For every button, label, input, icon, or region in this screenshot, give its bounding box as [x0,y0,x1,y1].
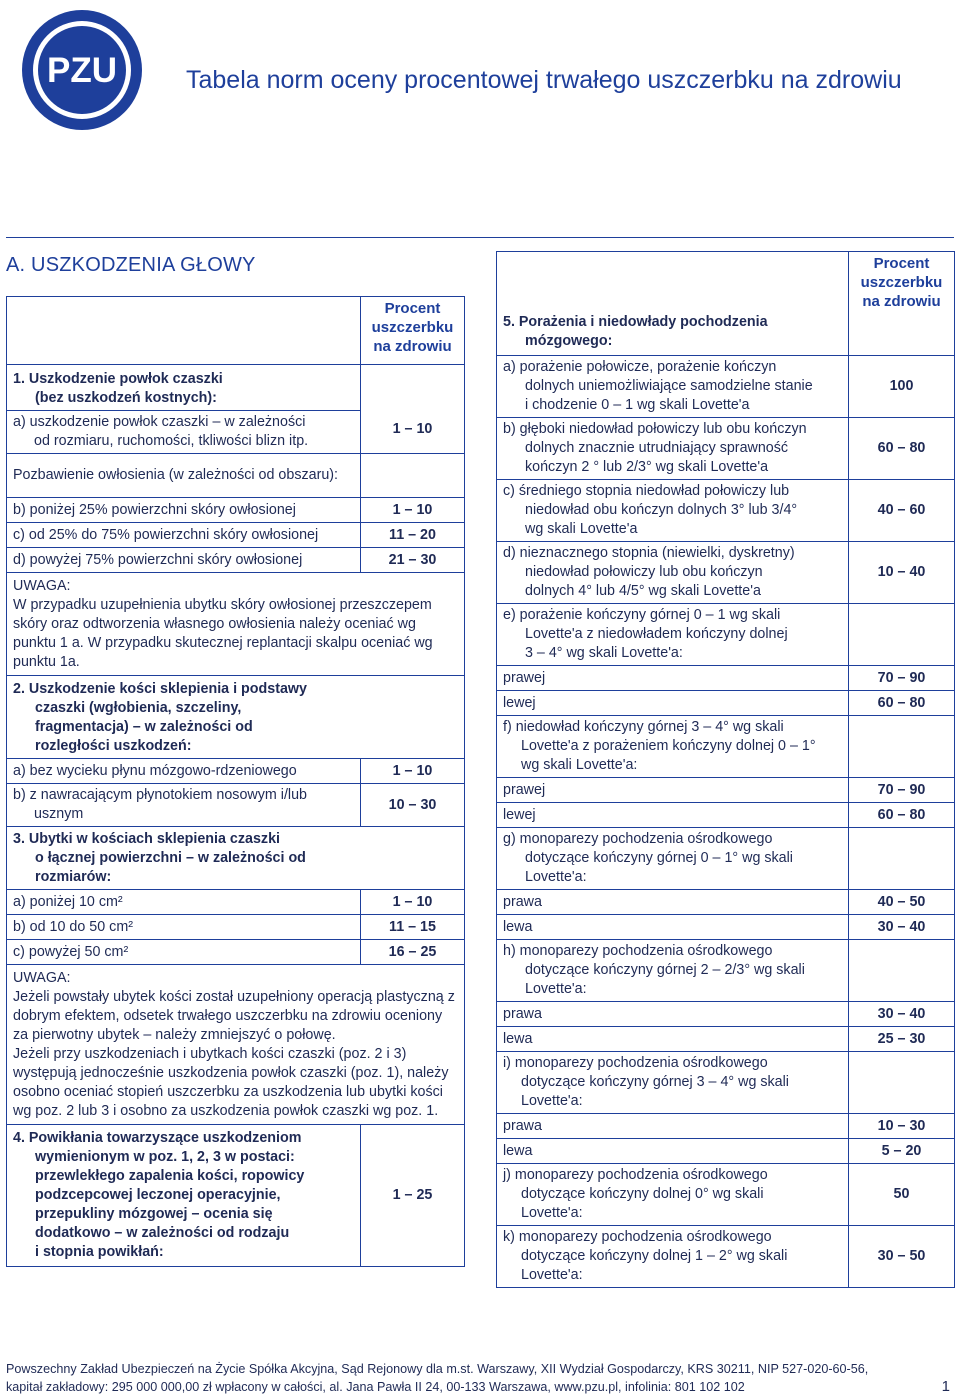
s3-note [7,965,465,1125]
s5-i-right-value: 10 – 30 [849,1114,955,1139]
s5-i-left-value: 5 – 20 [849,1139,955,1164]
s1-note-label: UWAGA: [13,578,71,594]
s5-h-right-value: 30 – 40 [849,1002,955,1027]
s2-heading-line4: rozległości uszkodzeń: [35,738,192,754]
s4-value: 1 – 25 [361,1125,465,1267]
s3-c-value: 16 – 25 [361,940,465,965]
s1-heading-line2: (bez uszkodzeń kostnych): [35,390,217,406]
s2-a: a) bez wycieku płynu mózgowo-rdzeniowego [7,759,361,784]
s5-d-value: 10 – 40 [849,542,955,604]
s5-g-line1: g) monoparezy pochodzenia ośrodkowego [503,831,773,847]
s2-heading-line3: fragmentacja) – w zależności od [35,719,253,735]
s5-j-line1: j) monoparezy pochodzenia ośrodkowego [503,1167,768,1183]
s5-c-line2: niedowład obu kończyn dolnych 3° lub 3/4° [525,502,798,518]
s4-heading [7,1125,361,1267]
s5-j-line3: Lovette'a: [521,1205,583,1221]
s5-d-line1: d) nieznacznego stopnia (niewielki, dyskretny) [503,545,795,561]
s1-a-line2: od rozmiaru, ruchomości, tkliwości blizn itp. [34,433,309,449]
s5-j-line2: dotyczące kończyny dolnej 0° wg skali [521,1186,764,1202]
s5-d-line2: niedowład połowiczy lub obu kończyn [525,564,763,580]
percent-column-header: Procent uszczerbku na zdrowiu [361,297,465,365]
s5-g-right: prawa [497,890,849,915]
s5-f-right: prawej [497,778,849,803]
s1-c: c) od 25% do 75% powierzchni skóry owłosionej [7,523,361,548]
s5-a-value: 100 [849,356,955,418]
s3-b: b) od 10 do 50 cm² [7,915,361,940]
s5-i-line2: dotyczące kończyny górnej 3 – 4° wg skali [521,1074,789,1090]
s5-g-left: lewa [497,915,849,940]
s5-e-left: lewej [497,691,849,716]
s5-f-left: lewej [497,803,849,828]
s5-a-line3: i chodzenie 0 – 1 wg skali Lovette'a [525,397,750,413]
s5-d-line3: dolnych 4° lub 4/5° wg skali Lovette'a [525,583,761,599]
s5-a-line2: dolnych uniemożliwiające samodzielne stanie [525,378,813,394]
s1-note-text: W przypadku uzupełnienia ubytku skóry owłosionej przeszczepem skóry oraz odtworzenia własnego owłosienia należy oceniać wg punktu 1 a. W przypadku skutecznej replantacji skalpu oceniać wg punktu 1a. [13,597,433,670]
document-title: Tabela norm oceny procentowej trwałego uszczerbku na zdrowiu [186,65,902,94]
section-title: A. USZKODZENIA GŁOWY [6,254,256,276]
s5-j [497,1164,849,1226]
s5-i-right: prawa [497,1114,849,1139]
s1-a [7,411,361,454]
s2-heading-line2: czaszki (wgłobienia, szczeliny, [35,700,242,716]
s4-heading-line1: 4. Powikłania towarzyszące uszkodzeniom [13,1130,302,1146]
s5-g-right-value: 40 – 50 [849,890,955,915]
s2-heading-line1: 2. Uszkodzenie kości sklepienia i podstawy [13,681,307,697]
s5-h-blank [849,940,955,1002]
logo-text: PZU [47,51,117,90]
s1-heading [7,365,361,411]
s5-k [497,1226,849,1288]
s2-heading [7,676,465,759]
s5-h-right: prawa [497,1002,849,1027]
s4-heading-line2: wymienionym w poz. 1, 2, 3 w postaci: [35,1149,295,1165]
s5-g-line3: Lovette'a: [525,869,587,885]
s3-note-label: UWAGA: [13,970,71,986]
s5-a [497,356,849,418]
s5-e-line2: Lovette'a z niedowładem kończyny dolnej [525,626,788,642]
s4-heading-line5: przepukliny mózgowej – ocenia się [35,1206,273,1222]
s5-c-line1: c) średniego stopnia niedowład połowiczy lub [503,483,790,499]
s3-heading-line1: 3. Ubytki w kościach sklepienia czaszki [13,831,281,847]
s5-b-value: 60 – 80 [849,418,955,480]
left-header-blank [7,297,361,365]
s5-e-left-value: 60 – 80 [849,691,955,716]
s5-h [497,940,849,1002]
s5-f-line1: f) niedowład kończyny górnej 3 – 4° wg skali [503,719,784,735]
s5-g-left-value: 30 – 40 [849,915,955,940]
s5-h-line2: dotyczące kończyny górnej 2 – 2/3° wg skali [525,962,805,978]
s1-b-value: 1 – 10 [361,498,465,523]
s1-d: d) powyżej 75% powierzchni skóry owłosionej [7,548,361,573]
s1-note [7,573,465,676]
s5-c-value: 40 – 60 [849,480,955,542]
s5-e-right-value: 70 – 90 [849,666,955,691]
s2-b-text: b) z nawracającym płynotokiem nosowym i/lub usznym [13,787,307,822]
s2-a-value: 1 – 10 [361,759,465,784]
s1-hair-heading: Pozbawienie owłosienia (w zależności od obszaru): [7,454,361,498]
pzu-logo [18,6,146,134]
s1-hair-blank [361,454,465,498]
s5-b-line2: dolnych znacznie utrudniający sprawność [525,440,789,456]
s5-i-left: lewa [497,1139,849,1164]
s3-a-value: 1 – 10 [361,890,465,915]
s1-b: b) poniżej 25% powierzchni skóry owłosionej [7,498,361,523]
s5-heading-line2: mózgowego: [525,333,613,349]
s5-i-line1: i) monoparezy pochodzenia ośrodkowego [503,1055,768,1071]
s5-c [497,480,849,542]
right-table [496,251,955,1288]
footer-line2: kapitał zakładowy: 295 000 000,00 zł wpłacony w całości, al. Jana Pawła II 24, 00-133 Warszawa, www.pzu.pl, infolinia: 801 102 102 [6,1380,745,1394]
s5-heading [497,252,849,356]
s5-f-line2: Lovette'a z porażeniem kończyny dolnej 0 – 1° [521,738,816,754]
page-number: 1 [941,1378,950,1395]
s3-heading-line3: rozmiarów: [35,869,112,885]
s3-c: c) powyżej 50 cm² [7,940,361,965]
s1-heading-line1: 1. Uszkodzenie powłok czaszki [13,371,223,387]
s5-i-line3: Lovette'a: [521,1093,583,1109]
s3-note-text2: Jeżeli przy uszkodzeniach i ubytkach kości czaszki (poz. 2 i 3) występują jednocześnie uszkodzenia powłok czaszki (poz. 1), należy osobno oceniać stopień uszczerbku za uszkodzenia lub ubytki kości wg poz. 2 lub 3 i osobno za uszkodzenia powłok czaszki wg poz. 1. [13,1046,449,1119]
percent-column-header-right: Procent uszczerbku na zdrowiu [849,252,955,356]
s5-g [497,828,849,890]
s5-e-line1: e) porażenie kończyny górnej 0 – 1 wg skali [503,607,781,623]
s5-f [497,716,849,778]
s5-e-right: prawej [497,666,849,691]
left-table [6,296,465,1267]
s5-g-blank [849,828,955,890]
s5-d [497,542,849,604]
footer [6,1360,926,1396]
s5-e-blank [849,604,955,666]
s1-c-value: 11 – 20 [361,523,465,548]
s5-j-value: 50 [849,1164,955,1226]
s5-b [497,418,849,480]
s5-e-line3: 3 – 4° wg skali Lovette'a: [525,645,683,661]
s5-heading-line1: 5. Porażenia i niedowłady pochodzenia [503,314,768,330]
s1-d-value: 21 – 30 [361,548,465,573]
s5-k-line2: dotyczące kończyny dolnej 1 – 2° wg skali [521,1248,788,1264]
s3-heading-line2: o łącznej powierzchni – w zależności od [35,850,306,866]
s5-f-right-value: 70 – 90 [849,778,955,803]
s5-i [497,1052,849,1114]
s5-b-line1: b) głęboki niedowład połowiczy lub obu kończyn [503,421,807,437]
s3-a: a) poniżej 10 cm² [7,890,361,915]
s4-heading-line7: i stopnia powikłań: [35,1244,164,1260]
s5-g-line2: dotyczące kończyny górnej 0 – 1° wg skali [525,850,793,866]
s5-h-line1: h) monoparezy pochodzenia ośrodkowego [503,943,773,959]
s5-f-line3: wg skali Lovette'a: [521,757,638,773]
s3-b-value: 11 – 15 [361,915,465,940]
s4-heading-line4: podzcepcowej leczonej operacyjnie, [35,1187,281,1203]
s1-a-line1: a) uszkodzenie powłok czaszki – w zależności [13,414,306,430]
s5-f-blank [849,716,955,778]
s5-a-line1: a) porażenie połowicze, porażenie kończyn [503,359,777,375]
s3-heading [7,827,465,890]
s5-h-left-value: 25 – 30 [849,1027,955,1052]
footer-line1: Powszechny Zakład Ubezpieczeń na Życie Spółka Akcyjna, Sąd Rejonowy dla m.st. Warszawy, XII Wydział Gospodarczy, KRS 30211, NIP 527-020-60-56, [6,1362,869,1376]
s1-a-value: 1 – 10 [361,365,465,454]
s5-i-blank [849,1052,955,1114]
s5-b-line3: kończyn 2 ° lub 2/3° wg skali Lovette'a [525,459,769,475]
s5-f-left-value: 60 – 80 [849,803,955,828]
header-divider [6,237,954,238]
s5-e [497,604,849,666]
s5-k-line3: Lovette'a: [521,1267,583,1283]
s4-heading-line3: przewlekłego zapalenia kości, ropowicy [35,1168,305,1184]
s5-h-line3: Lovette'a: [525,981,587,997]
s5-k-line1: k) monoparezy pochodzenia ośrodkowego [503,1229,772,1245]
s2-b [7,784,361,827]
s3-note-text1: Jeżeli powstały ubytek kości został uzupełniony operacją plastyczną z dobrym efektem, odsetek trwałego uszczerbku na zdrowiu oceniony za pierwotny ubytek – należy zmniejszyć o połowę. [13,989,455,1043]
s5-h-left: lewa [497,1027,849,1052]
s4-heading-line6: dodatkowo – w zależności od rodzaju [35,1225,290,1241]
s5-c-line3: wg skali Lovette'a [525,521,638,537]
s5-k-value: 30 – 50 [849,1226,955,1288]
s2-b-value: 10 – 30 [361,784,465,827]
